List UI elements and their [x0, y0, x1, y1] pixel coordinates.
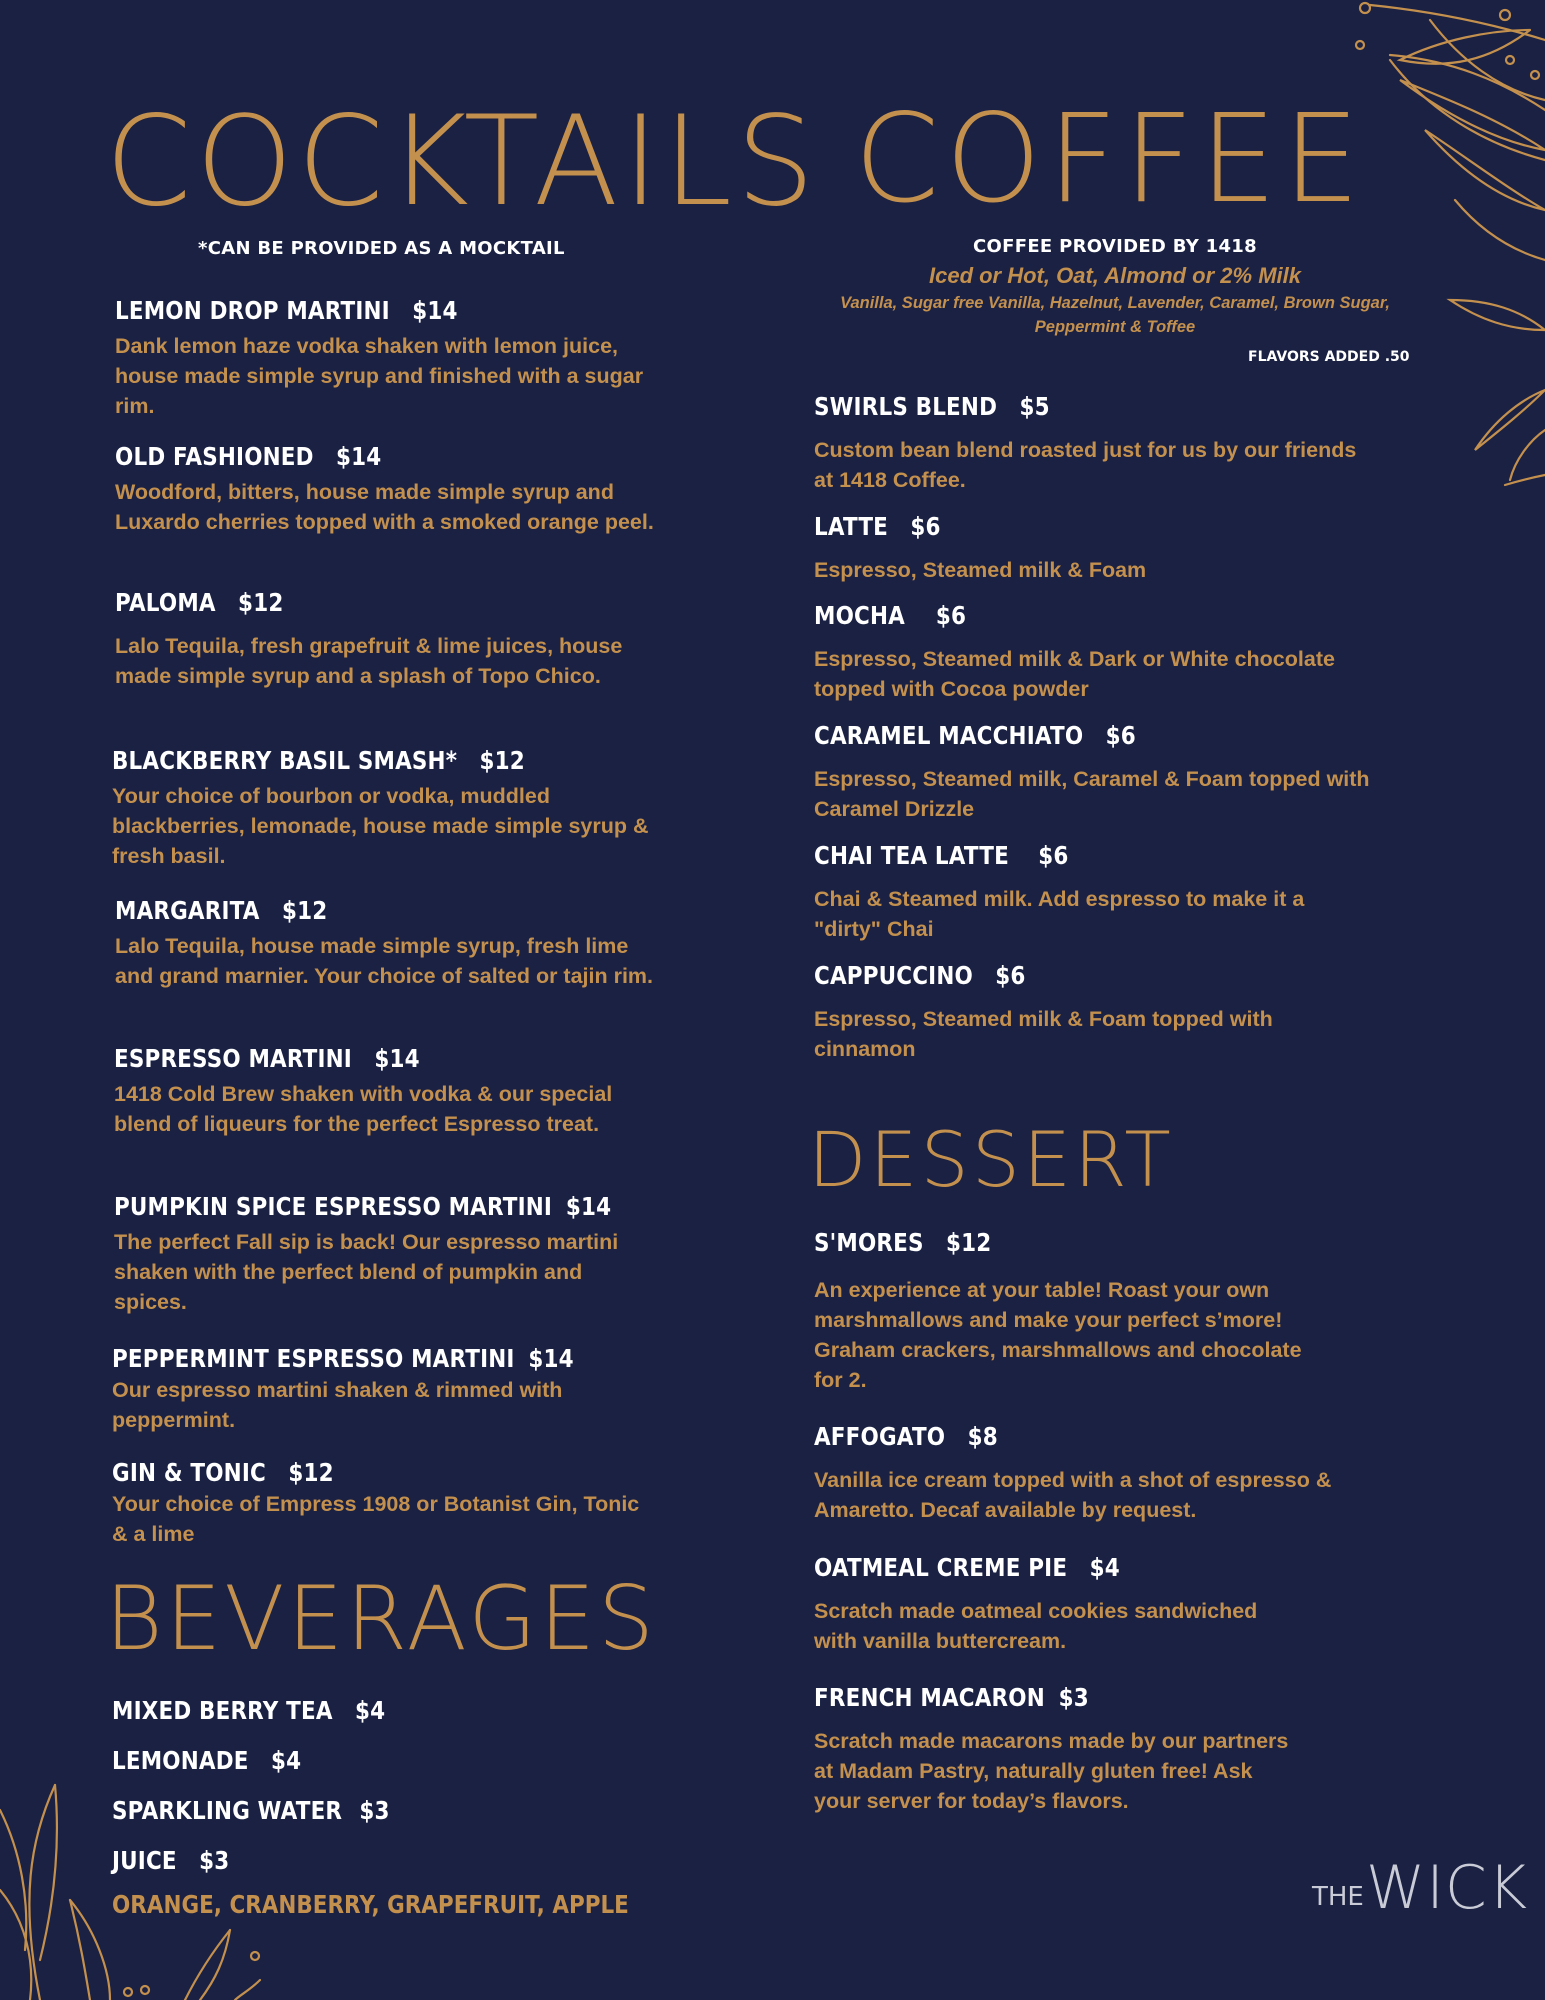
item-price: $14	[412, 296, 458, 325]
menu-item	[814, 392, 1374, 495]
menu-item	[814, 512, 1374, 585]
item-name: PUMPKIN SPICE ESPRESSO MARTINI	[114, 1192, 553, 1221]
item-description: Scratch made macarons made by our partners at Madam Pastry, naturally gluten free! Ask your server for today’s flavors.	[814, 1729, 1289, 1813]
menu-item	[814, 721, 1374, 824]
item-name: JUICE	[112, 1846, 177, 1875]
menu-item	[814, 961, 1374, 1064]
logo-wick: WICK	[1365, 1853, 1529, 1923]
item-name: OATMEAL CREME PIE	[814, 1553, 1068, 1582]
coffee-provider: COFFEE PROVIDED BY 1418	[973, 236, 1257, 257]
menu-item	[814, 601, 1374, 704]
cocktails-title: COCKTAILS	[105, 90, 819, 234]
item-description: Espresso, Steamed milk, Caramel & Foam topped with Caramel Drizzle	[814, 767, 1370, 821]
item-name: ESPRESSO MARTINI	[114, 1044, 352, 1073]
item-description: Chai & Steamed milk. Add espresso to make it a "dirty" Chai	[814, 887, 1305, 941]
item-description: Lalo Tequila, house made simple syrup, fresh lime and grand marnier. Your choice of salted or tajin rim.	[115, 934, 654, 988]
item-description: Your choice of bourbon or vodka, muddled blackberries, lemonade, house made simple syrup & fresh basil.	[112, 784, 649, 868]
item-price: $14	[565, 1192, 612, 1221]
item-price: $3	[359, 1796, 390, 1825]
flavor-options: Vanilla, Sugar free Vanilla, Hazelnut, Lavender, Caramel, Brown Sugar, Peppermint & Toffee	[840, 294, 1390, 336]
item-price: $14	[374, 1044, 420, 1073]
coffee-info	[835, 236, 1395, 339]
item-name: CARAMEL MACCHIATO	[814, 721, 1084, 750]
item-name: LATTE	[814, 512, 889, 541]
item-price: $14	[336, 442, 382, 471]
item-price: $4	[1089, 1553, 1120, 1582]
item-name: CHAI TEA LATTE	[814, 841, 1009, 870]
milk-options: Iced or Hot, Oat, Almond or 2% Milk	[928, 263, 1301, 288]
item-name: MARGARITA	[115, 896, 260, 925]
item-price: $3	[1058, 1683, 1089, 1712]
beverages-title: BEVERAGES	[105, 1567, 657, 1670]
menu-item	[112, 1696, 430, 1725]
item-name: GIN & TONIC	[112, 1458, 266, 1487]
item-name: SWIRLS BLEND	[814, 392, 998, 421]
menu-item	[814, 1422, 1384, 1525]
menu-item	[112, 746, 657, 871]
menu-item	[814, 1228, 1324, 1395]
item-price: $3	[199, 1846, 230, 1875]
item-description: 1418 Cold Brew shaken with vodka & our special blend of liqueurs for the perfect Espresso treat.	[114, 1082, 613, 1136]
item-price: $12	[238, 588, 284, 617]
menu-item	[114, 1044, 634, 1139]
item-name: MOCHA	[814, 601, 905, 630]
item-name: MIXED BERRY TEA	[112, 1696, 333, 1725]
item-price: $14	[528, 1344, 574, 1373]
item-price: $6	[910, 512, 941, 541]
item-description: Vanilla ice cream topped with a shot of espresso & Amaretto. Decaf available by request.	[814, 1468, 1332, 1522]
item-price: $6	[1038, 841, 1069, 870]
item-name: CAPPUCCINO	[814, 961, 973, 990]
item-description: Espresso, Steamed milk & Dark or White chocolate topped with Cocoa powder	[814, 647, 1335, 701]
menu-item	[814, 1553, 1274, 1656]
item-description: Scratch made oatmeal cookies sandwiched with vanilla buttercream.	[814, 1599, 1258, 1653]
item-description: Woodford, bitters, house made simple syrup and Luxardo cherries topped with a smoked orange peel.	[115, 480, 654, 534]
item-price: $12	[479, 746, 525, 775]
item-name: FRENCH MACARON	[814, 1683, 1045, 1712]
item-price: $4	[354, 1696, 386, 1725]
item-price: $12	[281, 896, 328, 925]
item-price: $4	[270, 1746, 302, 1775]
menu-item	[114, 1192, 634, 1317]
menu-item	[112, 1458, 657, 1549]
item-price: $6	[995, 961, 1026, 990]
the-wick-logo	[1312, 1853, 1529, 1923]
menu-item	[112, 1796, 435, 1825]
item-name: S'MORES	[814, 1228, 924, 1257]
menu-item	[814, 1683, 1294, 1816]
item-price: $6	[1105, 721, 1136, 750]
menu-item	[112, 1746, 332, 1775]
item-name: SPARKLING WATER	[112, 1796, 343, 1825]
item-description: Your choice of Empress 1908 or Botanist Gin, Tonic & a lime	[112, 1492, 640, 1546]
item-name: LEMONADE	[112, 1746, 249, 1775]
menu-item	[814, 841, 1374, 944]
item-price: $12	[288, 1458, 334, 1487]
item-price: $8	[967, 1422, 998, 1451]
item-name: AFFOGATO	[814, 1422, 946, 1451]
dessert-title: DESSERT	[808, 1115, 1174, 1204]
menu-item	[115, 896, 660, 991]
logo-the: THE	[1312, 1882, 1364, 1912]
item-description: Custom bean blend roasted just for us by our friends at 1418 Coffee.	[814, 438, 1357, 492]
mocktail-note: *CAN BE PROVIDED AS A MOCKTAIL	[198, 238, 565, 259]
item-description: Espresso, Steamed milk & Foam topped with cinnamon	[814, 1007, 1273, 1061]
menu-item	[115, 588, 655, 691]
flavors-added-note: FLAVORS ADDED .50	[1248, 349, 1410, 365]
item-price: $12	[946, 1228, 992, 1257]
item-name: LEMON DROP MARTINI	[115, 296, 390, 325]
juice-options: ORANGE, CRANBERRY, GRAPEFRUIT, APPLE	[112, 1890, 629, 1919]
item-name: OLD FASHIONED	[115, 442, 314, 471]
item-description: An experience at your table! Roast your own marshmallows and make your perfect s’more! Graham crackers, marshmallows and chocolate for 2.	[814, 1278, 1302, 1392]
item-price: $6	[935, 601, 967, 630]
menu-item	[115, 296, 655, 421]
item-name: PEPPERMINT ESPRESSO MARTINI	[112, 1344, 515, 1373]
coffee-title: COFFEE	[854, 88, 1366, 230]
menu-item	[115, 442, 655, 537]
item-description: Espresso, Steamed milk & Foam	[814, 558, 1147, 582]
item-description: Our espresso martini shaken & rimmed with peppermint.	[112, 1378, 563, 1432]
item-price: $5	[1019, 392, 1050, 421]
item-description: The perfect Fall sip is back! Our espresso martini shaken with the perfect blend of pumpkin and spices.	[114, 1230, 619, 1314]
menu-item	[112, 1846, 249, 1875]
menu-item	[112, 1344, 657, 1435]
item-name: PALOMA	[115, 588, 216, 617]
item-description: Dank lemon haze vodka shaken with lemon juice, house made simple syrup and finished with a sugar rim.	[115, 334, 644, 418]
item-description: Lalo Tequila, fresh grapefruit & lime juices, house made simple syrup and a splash of Topo Chico.	[115, 634, 623, 688]
item-name: BLACKBERRY BASIL SMASH*	[112, 746, 458, 775]
